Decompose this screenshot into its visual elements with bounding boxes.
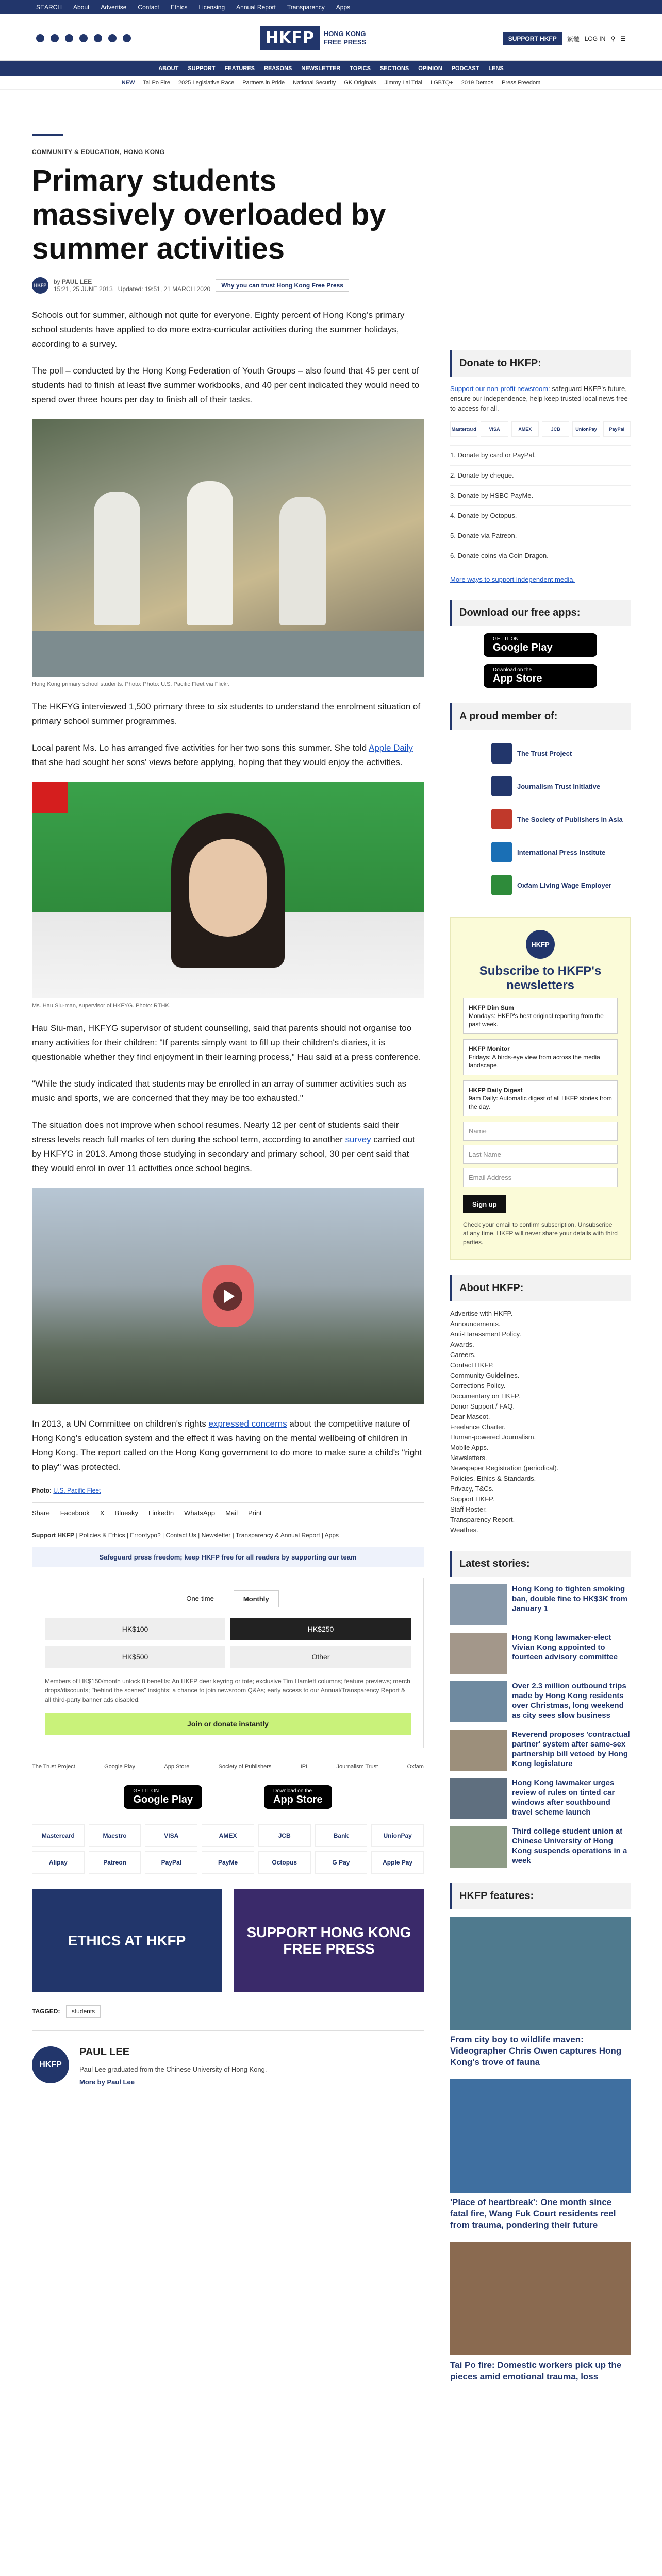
tab-one-time[interactable]: One-time — [186, 1595, 214, 1602]
mastercard-icon: Mastercard — [32, 1824, 85, 1847]
trending-item[interactable]: GK Originals — [344, 79, 376, 86]
about-item[interactable]: Mobile Apps. — [450, 1444, 489, 1451]
about-item[interactable]: Dear Mascot. — [450, 1413, 490, 1420]
tags-label: TAGGED: — [32, 2008, 60, 2015]
trending-item[interactable]: Partners in Pride — [242, 79, 285, 86]
about-item[interactable]: Advertise with HKFP. — [450, 1310, 513, 1317]
latest-item[interactable] — [450, 1633, 631, 1674]
sidebar — [450, 350, 631, 2394]
trust-link[interactable]: Why you can trust Hong Kong Free Press — [216, 279, 349, 292]
share-link[interactable]: Share — [32, 1509, 50, 1517]
paypal-icon: PayPal — [603, 421, 631, 437]
payme-icon: PayMe — [202, 1851, 254, 1874]
newsletter-title: Subscribe to HKFP's newsletters — [479, 964, 602, 992]
as-small: Download on the — [493, 667, 532, 673]
paragraph-text: that she had sought her sons' views before applying, hoping that they would enjoy the activities. — [32, 757, 403, 767]
paragraph-text: carried out by HKFYG in 2013. Among those studying in secondary and primary school, 30 per cent said that they would enrol in over 11 activities once school begins. — [32, 1134, 415, 1173]
maestro-icon: Maestro — [89, 1824, 141, 1847]
donate-option[interactable]: 1. Donate by card or PayPal. — [450, 446, 631, 466]
about-item[interactable]: Careers. — [450, 1351, 476, 1359]
member-item[interactable] — [491, 737, 631, 770]
feature-image[interactable] — [450, 2242, 631, 2355]
applepay-icon: Apple Pay — [371, 1851, 424, 1874]
tags — [32, 2008, 424, 2015]
newsletter-signup — [450, 917, 631, 1260]
instagram-icon[interactable] — [65, 34, 73, 42]
latest-thumbnail — [450, 1584, 507, 1625]
paypal-icon: PayPal — [145, 1851, 197, 1874]
more-ways-link[interactable]: More ways to support independent media. — [450, 575, 575, 583]
mastercard-icon: Mastercard — [450, 421, 477, 437]
photo-credit-label: Photo: — [32, 1487, 52, 1494]
latest-heading: Latest stories: — [450, 1551, 631, 1577]
site-header — [0, 14, 662, 61]
nav-item[interactable]: FEATURES — [224, 65, 255, 72]
share-print[interactable]: Print — [247, 1509, 262, 1517]
paragraph-text: The situation does not improve when school resumes. Nearly 12 per cent of students said their stress levels reach full marks of ten during the school term, according to another — [32, 1120, 399, 1144]
title-rule — [32, 134, 63, 136]
about-item[interactable]: Policies, Ethics & Standards. — [450, 1475, 536, 1482]
published-date: 15:21, 25 JUNE 2013 — [54, 285, 113, 293]
oxfam-icon — [491, 875, 512, 895]
support-banner[interactable]: SUPPORT HONG KONG FREE PRESS — [234, 1889, 424, 1992]
ethics-banner[interactable]: ETHICS AT HKFP — [32, 1889, 222, 1992]
paragraph-text: In 2013, a UN Committee on children's rights — [32, 1419, 209, 1429]
photo-credit-link[interactable]: U.S. Pacific Fleet — [53, 1487, 101, 1494]
donate-heading: Donate to HKFP: — [450, 350, 631, 377]
about-item[interactable]: Corrections Policy. — [450, 1382, 506, 1389]
bank-icon: Bank — [315, 1824, 368, 1847]
latest-title[interactable]: Hong Kong to tighten smoking ban, double fine to HK$3K from January 1 — [512, 1585, 628, 1613]
share-linkedin[interactable]: LinkedIn — [148, 1509, 174, 1517]
sidebar-pay-icons — [450, 421, 631, 437]
share-whatsapp[interactable]: WhatsApp — [184, 1509, 216, 1517]
site-logo[interactable] — [260, 26, 366, 50]
paragraph-text: Local parent Ms. Lo has arranged five activities for her two sons this summer. She told — [32, 743, 369, 753]
octopus-icon: Octopus — [258, 1851, 311, 1874]
app-store-button[interactable] — [484, 664, 597, 688]
member-name: The Society of Publishers in Asia — [517, 815, 623, 823]
share-bar — [32, 1502, 424, 1523]
sopa-icon — [491, 809, 512, 829]
feature-title[interactable]: 'Place of heartbreak': One month since fatal fire, Wang Fuk Court residents reel from trauma, pondering their future — [450, 2197, 616, 2230]
latest-item[interactable] — [450, 1681, 631, 1722]
amount-option[interactable]: HK$100 — [45, 1618, 225, 1640]
about-item[interactable]: Human-powered Journalism. — [450, 1433, 536, 1441]
footer-link[interactable]: Newsletter — [201, 1532, 231, 1539]
about-list — [450, 1309, 631, 1535]
donate-options — [450, 445, 631, 566]
latest-title[interactable]: Reverend proposes 'contractual partner' system after same-sex partnership bill vetoed by Hong Kong legislature — [512, 1730, 630, 1768]
linkedin-icon[interactable] — [108, 34, 117, 42]
donate-option[interactable]: 3. Donate by HSBC PayMe. — [450, 486, 631, 506]
paragraph-text: about the competitive nature of Hong Kong's education system and the effect it was having on the mental wellbeing of children in Hong Kong. The report called on the Hong Kong government to do more to make sure a child's "right to play" was protected. — [32, 1419, 422, 1472]
new-label: NEW — [121, 79, 135, 86]
main-nav — [0, 61, 662, 76]
app-buttons — [32, 1785, 424, 1809]
article-main — [32, 134, 424, 2086]
trending-item[interactable]: Press Freedom — [502, 79, 541, 86]
share-bluesky[interactable]: Bluesky — [114, 1509, 138, 1517]
feature-title[interactable]: From city boy to wildlife maven: Videographer Chris Owen captures Hong Kong's trove of fauna — [450, 2035, 622, 2067]
latest-item[interactable] — [450, 1826, 631, 1868]
feature-image[interactable] — [450, 2079, 631, 2193]
trending-item[interactable]: National Security — [293, 79, 336, 86]
unionpay-icon: UnionPay — [371, 1824, 424, 1847]
newsletter-badge: HKFP — [526, 930, 555, 959]
footer-link[interactable]: Transparency & Annual Report — [235, 1532, 320, 1539]
about-item[interactable]: Weathes. — [450, 1526, 478, 1534]
features-list — [450, 1917, 631, 2382]
photo-caption: Ms. Hau Siu-man, supervisor of HKFYG. Photo: RTHK. — [32, 1003, 171, 1009]
gp-label: Google Play — [493, 642, 553, 653]
latest-item[interactable] — [450, 1778, 631, 1819]
latest-list — [450, 1584, 631, 1868]
header-actions — [503, 32, 626, 45]
support-hkfp-button[interactable]: SUPPORT HKFP — [503, 32, 562, 45]
nl-desc: 9am Daily: Automatic digest of all HKFP stories from the day. — [469, 1095, 612, 1110]
as-label: App Store — [273, 1794, 323, 1805]
latest-thumbnail — [450, 1730, 507, 1771]
member-name: Journalism Trust Initiative — [517, 782, 601, 790]
promo-banners — [32, 1889, 424, 1992]
latest-title[interactable]: Over 2.3 million outbound trips made by Hong Kong residents over Christmas, long weekend as city sees slow business — [512, 1682, 626, 1720]
byline-text — [54, 278, 210, 293]
nav-item[interactable]: REASONS — [264, 65, 292, 72]
paragraph: Schools out for summer, although not quite for everyone. Eighty percent of Hong Kong's primary school students have applied to do more extra-curricular activities during the summer holidays, according to a survey. — [32, 310, 405, 349]
twitter-icon[interactable] — [36, 34, 44, 42]
nl-desc: Fridays: A birds-eye view from across the media landscape. — [469, 1054, 600, 1069]
alipay-icon: Alipay — [32, 1851, 85, 1874]
latest-title[interactable]: Third college student union at Chinese University of Hong Kong suspends operations in a week — [512, 1827, 627, 1865]
apps-heading: Download our free apps: — [450, 600, 631, 626]
nl-desc: Mondays: HKFP's best original reporting from the past week. — [469, 1012, 604, 1028]
author-info — [79, 2046, 267, 2086]
survey-link[interactable]: survey — [345, 1134, 371, 1144]
donate-option[interactable]: 6. Donate coins via Coin Dragon. — [450, 546, 631, 566]
newsletter-option[interactable] — [463, 998, 618, 1034]
patreon-icon: Patreon — [89, 1851, 141, 1874]
social-icons — [36, 34, 131, 42]
latest-item[interactable] — [450, 1584, 631, 1625]
sign-up-button[interactable]: Sign up — [463, 1195, 506, 1213]
donate-desc: : safeguard HKFP's future, ensure our independence, help keep trusted local news free-to-access for all. — [450, 385, 631, 412]
topbar-item[interactable]: About — [73, 4, 90, 11]
topbar-item[interactable]: Licensing — [198, 4, 225, 11]
article-footer-links: Support HKFP | Policies & Ethics | Error/typo? | Contact Us | Newsletter | Transparency & Annual Report | Apps — [32, 1532, 339, 1539]
donate-text — [450, 384, 631, 413]
paragraph: "While the study indicated that students may be enrolled in an array of summer activities such as music and sports, we are concerned that they may be too exhausted." — [32, 1079, 407, 1103]
students-photo[interactable] — [32, 419, 424, 677]
amount-option[interactable]: HK$500 — [45, 1646, 225, 1668]
donate-option[interactable]: 2. Donate by cheque. — [450, 466, 631, 486]
amex-icon: AMEX — [202, 1824, 254, 1847]
trending-item[interactable]: 2019 Demos — [461, 79, 494, 86]
about-item[interactable]: Contact HKFP. — [450, 1361, 494, 1369]
photo-credit — [32, 1487, 424, 1494]
by-prefix: by — [54, 278, 60, 285]
join-button[interactable]: Join or donate instantly — [45, 1713, 411, 1735]
nav-item[interactable]: SUPPORT — [188, 65, 216, 72]
trending-item[interactable]: LGBTQ+ — [431, 79, 453, 86]
gp-small: GET IT ON — [493, 636, 519, 642]
member-item[interactable] — [491, 803, 631, 836]
nav-item[interactable]: NEWSLETTER — [301, 65, 341, 72]
article-title: Primary students massively overloaded by summer activities — [32, 164, 386, 265]
trending-item[interactable]: 2025 Legislative Race — [178, 79, 235, 86]
youtube-icon[interactable] — [79, 34, 88, 42]
paragraph: Hau Siu-man, HKFYG supervisor of student counselling, said that parents should not organise too many activities for their children: "If parents simply want to fill up their children's diaries, it is questionable whether they find enjoyment in their learning process," Hau said at a press conference. — [32, 1023, 421, 1062]
facebook-icon[interactable] — [51, 34, 59, 42]
visa-icon: VISA — [145, 1824, 197, 1847]
latest-thumbnail — [450, 1633, 507, 1674]
logo-line: FREE PRESS — [323, 38, 367, 46]
trust-project-icon — [491, 743, 512, 764]
topbar-item[interactable]: Ethics — [170, 4, 188, 11]
amount-option-other[interactable]: Other — [230, 1646, 411, 1668]
about-item[interactable]: Awards. — [450, 1341, 474, 1348]
topbar-item[interactable]: Annual Report — [236, 4, 276, 11]
footer-link[interactable]: Support HKFP — [32, 1532, 74, 1539]
newsletter-option[interactable] — [463, 1080, 618, 1116]
author-box — [32, 2030, 424, 2086]
about-item[interactable]: Announcements. — [450, 1320, 501, 1328]
byline — [32, 277, 424, 294]
logo-item[interactable]: Journalism Trust — [336, 1764, 378, 1770]
about-item[interactable]: Newsletters. — [450, 1454, 487, 1462]
membership-note: Members of HK$150/month unlock 8 benefits: An HKFP deer keyring or tote; exclusive Tim Hamlett columns; feature previews; merch drops/discounts; "behind the scenes" insights; a chance to join newsroom Q&As; early access to our Annual/Transparency Report & all third-party banner ads disabled. — [45, 1677, 410, 1703]
author-bio: Paul Lee graduated from the Chinese University of Hong Kong. — [79, 2065, 267, 2073]
member-name: Oxfam Living Wage Employer — [517, 881, 612, 889]
about-item[interactable]: Donor Support / FAQ. — [450, 1402, 515, 1410]
latest-title[interactable]: Hong Kong lawmaker-elect Vivian Kong appointed to fourteen advisory committee — [512, 1633, 618, 1662]
paragraph — [32, 741, 424, 770]
logo-item[interactable]: App Store — [164, 1764, 190, 1770]
menu-icon[interactable]: ☰ — [620, 35, 626, 42]
about-item[interactable]: Newspaper Registration (periodical). — [450, 1464, 559, 1472]
nl-name: HKFP Dim Sum — [469, 1004, 514, 1011]
latest-thumbnail — [450, 1681, 507, 1722]
member-logos-row — [32, 1764, 424, 1770]
feature-title[interactable]: Tai Po fire: Domestic workers pick up the pieces amid emotional trauma, loss — [450, 2360, 622, 2381]
ipi-icon — [491, 842, 512, 862]
member-heading: A proud member of: — [450, 703, 631, 730]
logo-text — [324, 30, 366, 46]
email-field[interactable]: Email Address — [463, 1168, 618, 1187]
press-conference-photo[interactable] — [32, 782, 424, 998]
gp-label: Google Play — [133, 1794, 193, 1805]
about-item[interactable]: Support HKFP. — [450, 1495, 494, 1503]
share-x[interactable]: X — [100, 1509, 105, 1517]
video-player[interactable] — [32, 1188, 424, 1404]
amount-option-selected[interactable]: HK$250 — [230, 1618, 411, 1640]
trending-nav — [0, 76, 662, 90]
trending-item[interactable]: Jimmy Lai Trial — [384, 79, 422, 86]
paragraph: The poll – conducted by the Hong Kong Federation of Youth Groups – also found that 45 per cent of students had to finish at least five summer workbooks, and 40 per cent indicated they would need to spend over three hours per day to finish all of their tasks. — [32, 366, 420, 404]
about-heading: About HKFP: — [450, 1275, 631, 1301]
donate-option[interactable]: 4. Donate by Octopus. — [450, 506, 631, 526]
about-item[interactable]: Documentary on HKFP. — [450, 1392, 520, 1400]
logo-item[interactable]: Oxfam — [407, 1764, 424, 1770]
nav-item[interactable]: TOPICS — [350, 65, 371, 72]
paragraph — [32, 1417, 424, 1475]
apple-daily-link[interactable]: Apple Daily — [368, 743, 413, 753]
last-name-field[interactable]: Last Name — [463, 1145, 618, 1164]
jcb-icon: JCB — [258, 1824, 311, 1847]
topbar-item[interactable]: SEARCH — [36, 4, 62, 11]
author-name[interactable]: PAUL LEE — [62, 278, 92, 285]
article-category[interactable]: COMMUNITY & EDUCATION, HONG KONG — [32, 148, 165, 156]
features-heading: HKFP features: — [450, 1883, 631, 1909]
bluesky-icon[interactable] — [94, 34, 102, 42]
as-small: Download on the — [273, 1788, 312, 1794]
logo-item[interactable]: The Trust Project — [32, 1764, 75, 1770]
google-play-button[interactable] — [484, 633, 597, 657]
search-icon[interactable]: ⚲ — [610, 35, 616, 42]
donate-widget — [32, 1578, 424, 1748]
tag-chip[interactable]: students — [66, 2005, 101, 2018]
about-item[interactable]: Privacy, T&Cs. — [450, 1485, 494, 1493]
trending-item[interactable]: Tai Po Fire — [143, 79, 170, 86]
gp-small: GET IT ON — [133, 1788, 159, 1794]
nl-name: HKFP Daily Digest — [469, 1087, 523, 1094]
paragraph — [32, 1118, 424, 1176]
tab-monthly[interactable]: Monthly — [234, 1590, 279, 1607]
donate-amounts — [45, 1618, 411, 1668]
non-profit-link[interactable]: Support our non-profit newsroom — [450, 385, 549, 393]
newsletter-note: Check your email to confirm subscription. Unsubscribe at any time. HKFP will never share your details with third parties. — [463, 1221, 618, 1246]
member-list — [450, 737, 631, 902]
member-item[interactable] — [491, 836, 631, 869]
about-item[interactable]: Community Guidelines. — [450, 1371, 520, 1379]
app-store-button[interactable] — [264, 1785, 332, 1809]
nav-item[interactable]: ABOUT — [158, 65, 179, 72]
author-avatar-large[interactable]: HKFP — [32, 2046, 69, 2083]
as-label: App Store — [493, 673, 542, 684]
footer-link[interactable]: Error/typo? — [130, 1532, 161, 1539]
topbar-item[interactable]: Advertise — [101, 4, 127, 11]
jti-icon — [491, 776, 512, 796]
nav-item[interactable]: PODCAST — [451, 65, 479, 72]
topbar-item[interactable]: Apps — [336, 4, 351, 11]
logo-box: HKFP — [260, 26, 320, 50]
visa-icon: VISA — [481, 421, 508, 437]
logo-item[interactable]: Society of Publishers — [218, 1764, 272, 1770]
paragraph: The HKFYG interviewed 1,500 primary three to six students to understand the enrolment situation of primary school summer programmes. — [32, 702, 421, 726]
footer-link[interactable]: Policies & Ethics — [79, 1532, 125, 1539]
login-link[interactable]: LOG IN — [584, 35, 606, 42]
nav-item[interactable]: SECTIONS — [379, 65, 409, 72]
about-item[interactable]: Transparency Report. — [450, 1516, 515, 1523]
photo-caption: Hong Kong primary school students. Photo: Photo: U.S. Pacific Fleet via Flickr. — [32, 681, 230, 687]
member-item[interactable] — [491, 869, 631, 902]
author-box-name[interactable]: PAUL LEE — [79, 2046, 130, 2058]
nl-name: HKFP Monitor — [469, 1045, 510, 1053]
logo-item[interactable]: Google Play — [104, 1764, 136, 1770]
article-photo — [32, 782, 424, 1009]
play-triangle-icon — [224, 1290, 235, 1303]
nav-item[interactable]: LENS — [488, 65, 504, 72]
latest-thumbnail — [450, 1778, 507, 1819]
about-item[interactable]: Anti-Harassment Policy. — [450, 1330, 521, 1338]
latest-title[interactable]: Hong Kong lawmaker urges review of rules on tinted car windows after southbound travel scheme launch — [512, 1778, 615, 1817]
about-item[interactable]: Staff Roster. — [450, 1505, 487, 1513]
amex-icon: AMEX — [511, 421, 539, 437]
sidebar-app-buttons — [450, 633, 631, 688]
member-item[interactable] — [491, 770, 631, 803]
donate-tabs — [45, 1590, 411, 1607]
donate-option[interactable]: 5. Donate via Patreon. — [450, 526, 631, 546]
first-name-field[interactable]: Name — [463, 1122, 618, 1141]
rss-icon[interactable] — [123, 34, 131, 42]
latest-item[interactable] — [450, 1730, 631, 1771]
author-avatar[interactable]: HKFP — [32, 277, 48, 294]
jcb-icon: JCB — [542, 421, 569, 437]
footer-link[interactable]: Apps — [324, 1532, 339, 1539]
newsletter-header — [463, 930, 618, 993]
about-item[interactable]: Freelance Charter. — [450, 1423, 506, 1431]
share-mail[interactable]: Mail — [225, 1509, 238, 1517]
top-utility-bar — [0, 0, 662, 14]
concerns-link[interactable]: expressed concerns — [208, 1419, 287, 1429]
payment-methods — [32, 1824, 424, 1874]
logo-line: HONG KONG — [323, 29, 366, 38]
updated-date: Updated: 19:51, 21 MARCH 2020 — [118, 285, 211, 293]
nav-item[interactable]: OPINION — [418, 65, 442, 72]
google-play-button[interactable] — [124, 1785, 202, 1809]
member-name: The Trust Project — [517, 749, 572, 757]
share-facebook[interactable]: Facebook — [60, 1509, 90, 1517]
article-video — [32, 1188, 424, 1404]
feature-image[interactable] — [450, 1917, 631, 2030]
member-name: International Press Institute — [517, 848, 606, 856]
unionpay-icon: UnionPay — [572, 421, 600, 437]
more-by-author-link[interactable]: More by Paul Lee — [79, 2078, 135, 2086]
latest-thumbnail — [450, 1826, 507, 1868]
footer-link[interactable]: Contact Us — [166, 1532, 196, 1539]
article-photo — [32, 419, 424, 687]
gpay-icon: G Pay — [315, 1851, 368, 1874]
topbar-item[interactable]: Contact — [138, 4, 159, 11]
language-link[interactable]: 繁體 — [567, 35, 580, 43]
safeguard-banner[interactable]: Safeguard press freedom; keep HKFP free for all readers by supporting our team — [32, 1547, 424, 1567]
newsletter-option[interactable] — [463, 1039, 618, 1075]
logo-item[interactable]: IPI — [300, 1764, 308, 1770]
topbar-item[interactable]: Transparency — [287, 4, 325, 11]
